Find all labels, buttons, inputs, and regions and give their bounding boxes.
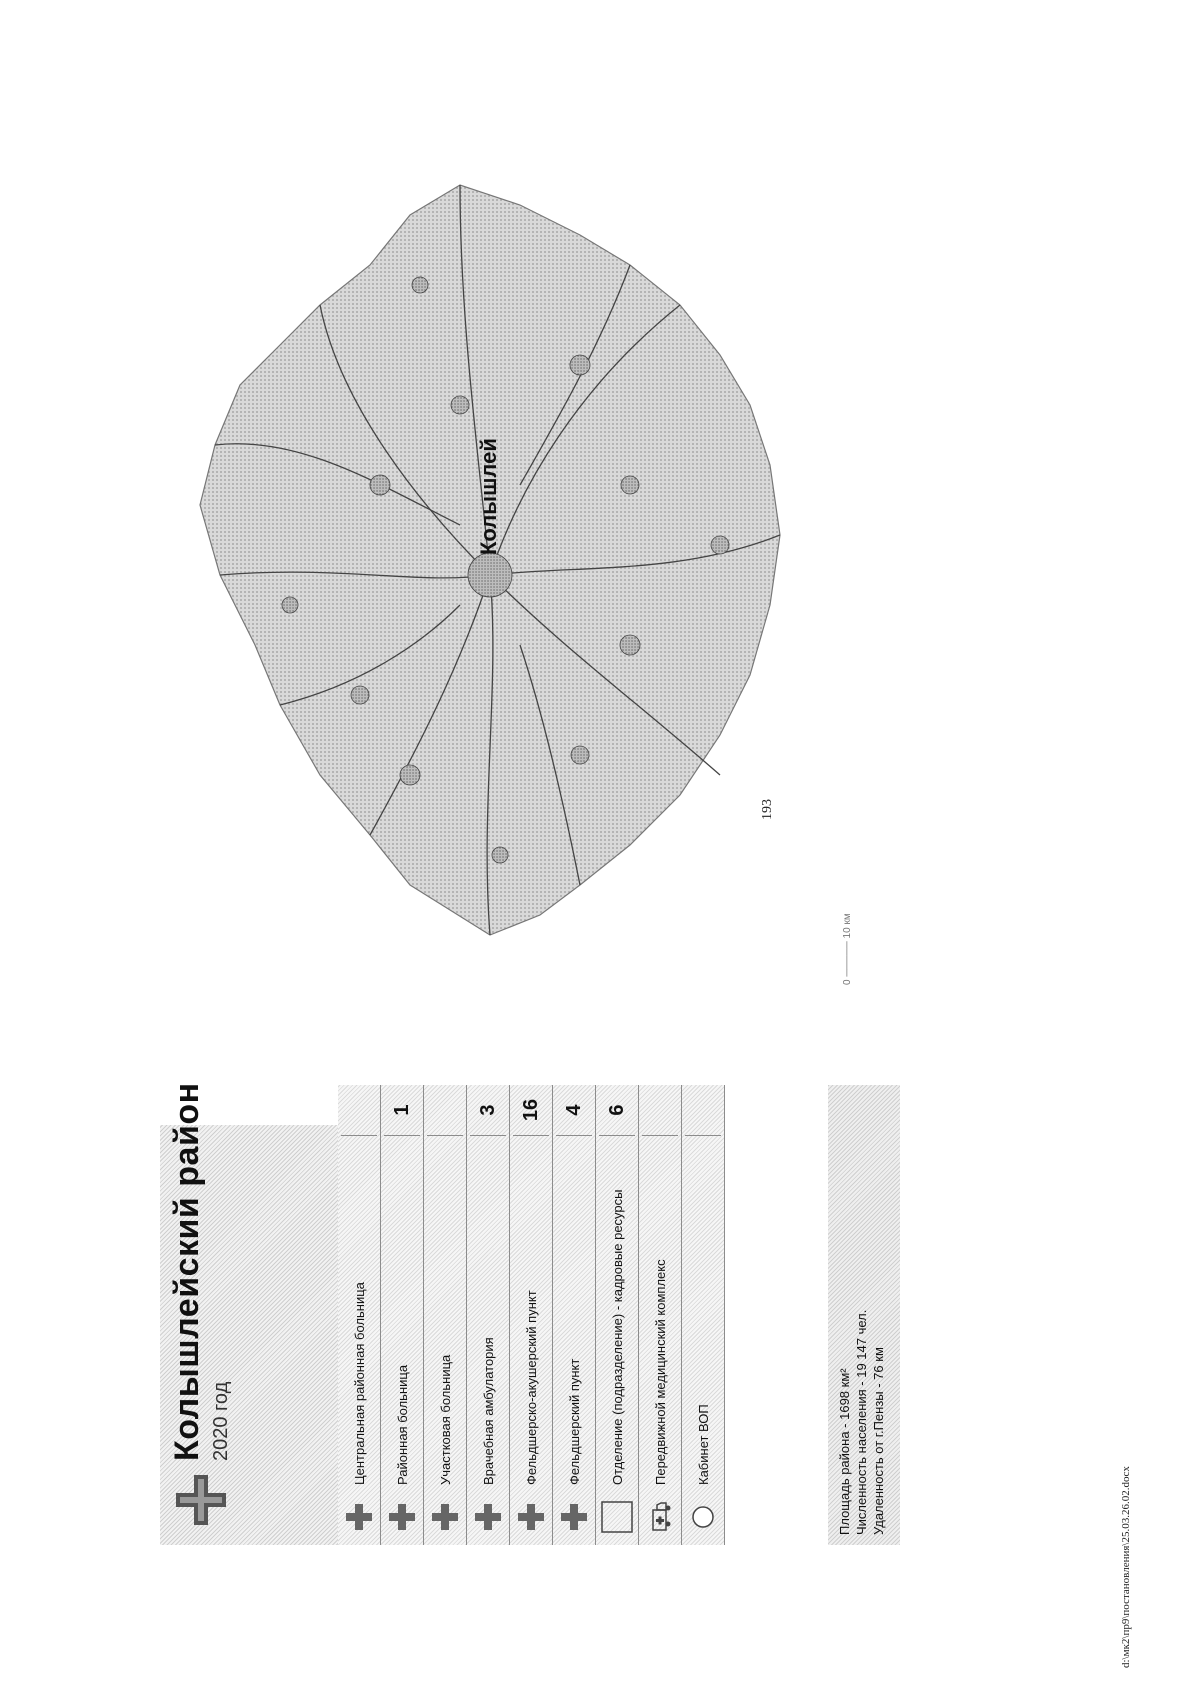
cross-icon [470,1489,506,1545]
cross-icon [513,1489,549,1545]
cross-icon [341,1489,377,1545]
district-title: Колышлейский район [168,1082,206,1461]
legend-row [510,1085,553,1545]
legend-row [553,1085,596,1545]
legend-label: Фельдшерско-акушерский пункт [523,1290,539,1485]
title-block [160,1082,350,1545]
legend-label: Центральная районная больница [351,1282,367,1485]
legend-row [596,1085,639,1545]
legend-count [642,1085,678,1136]
area-text: Площадь района - 1698 км² [837,1368,852,1535]
year-subtitle: 2020 год [210,1381,232,1461]
ambulance-icon [642,1489,678,1545]
legend-table [338,1085,725,1545]
legend-label: Передвижной медицинский комплекс [652,1259,668,1485]
district-summary [828,1085,900,1545]
legend-row [639,1085,682,1545]
legend-label: Районная больница [394,1364,410,1485]
legend-count: 1 [384,1085,420,1136]
legend-count [685,1085,721,1136]
legend-label: Кабинет ВОП [695,1404,711,1485]
medical-cross-logo-icon [174,1473,228,1527]
legend-count: 4 [556,1085,592,1136]
legend-label: Отделение (подразделение) - кадровые ресурсы [609,1189,625,1485]
legend-count: 3 [470,1085,506,1136]
legend-row [381,1085,424,1545]
legend-label: Врачебная амбулатория [480,1337,496,1485]
legend-count [341,1085,377,1136]
legend-label: Фельдшерский пункт [566,1358,582,1485]
legend-count [427,1085,463,1136]
legend-label: Участковая больница [437,1354,453,1485]
map-center-label: Колышлей [476,438,501,555]
footer-file-path: d:\мк2\пр9\постановления\25.03.26.02.docx [1120,1466,1132,1668]
map-svg [160,125,860,1005]
district-map [160,125,860,1005]
cross-icon [556,1489,592,1545]
legend-count: 6 [599,1085,635,1136]
distance-text: Удаленность от г.Пензы - 76 км [871,1347,886,1535]
page-number: 193 [760,799,775,820]
square-icon [599,1489,635,1545]
legend-row [467,1085,510,1545]
legend-row [338,1085,381,1545]
circle-icon [685,1489,721,1545]
legend-row [424,1085,467,1545]
cross-icon [427,1489,463,1545]
scale-bar-label: 0 ───── 10 км [842,913,853,985]
population-text: Численность населения - 19 147 чел. [854,1309,869,1535]
rotated-map-page [160,125,900,1545]
cross-icon [384,1489,420,1545]
legend-count: 16 [513,1085,549,1136]
legend-row [682,1085,725,1545]
